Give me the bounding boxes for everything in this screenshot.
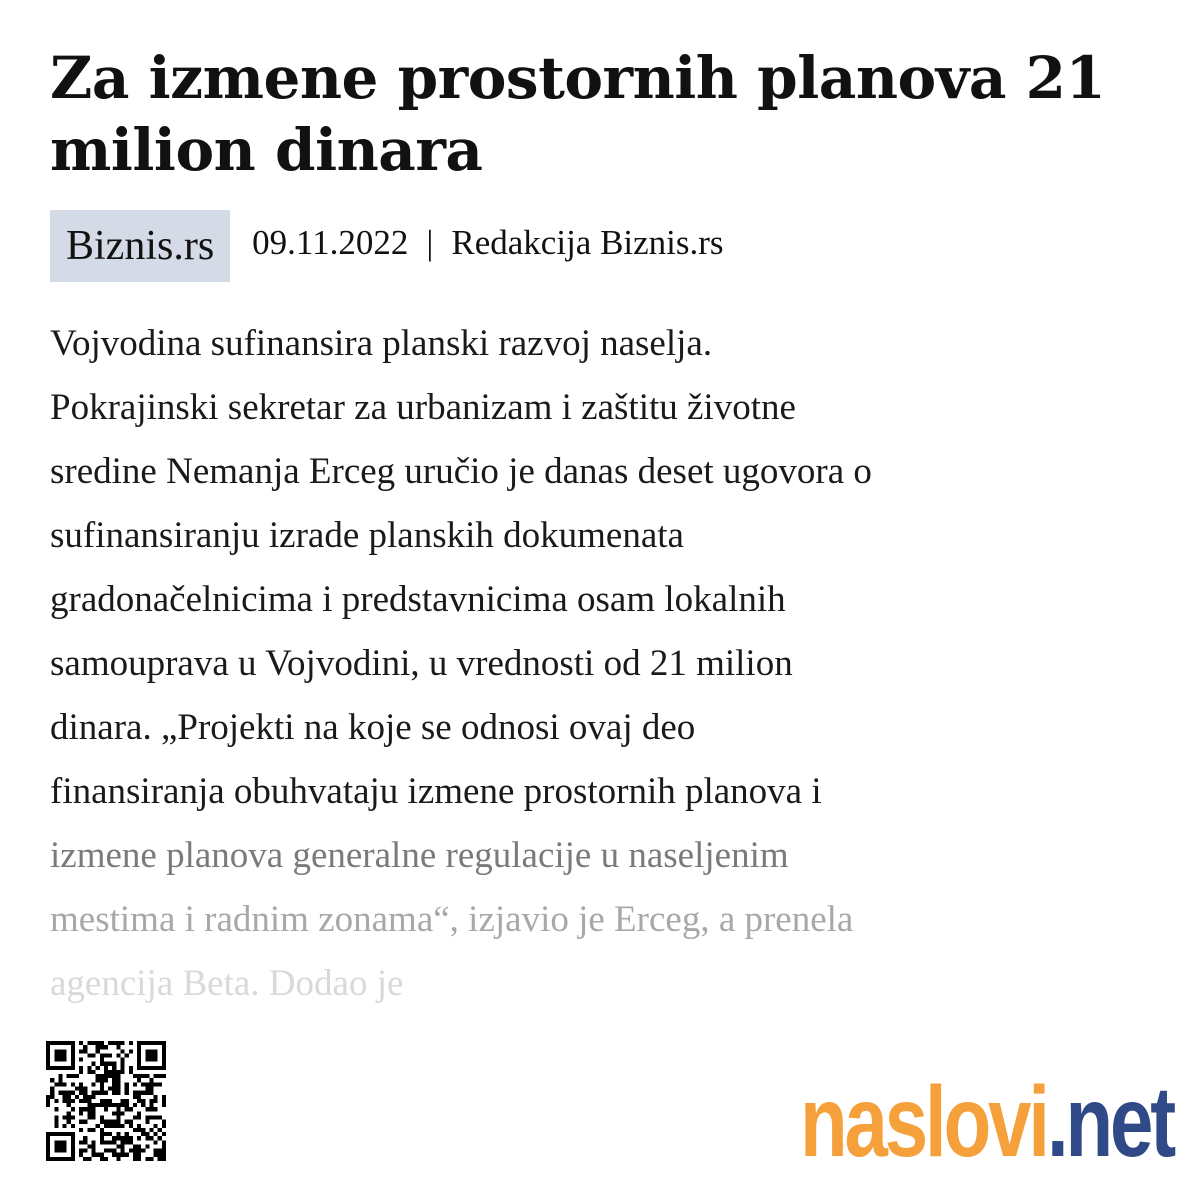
article-meta	[50, 210, 724, 282]
body-line: samouprava u Vojvodini, u vrednosti od 21 milion	[50, 643, 793, 684]
qr-code-icon[interactable]	[46, 1038, 166, 1164]
body-line: finansiranja obuhvataju izmene prostornih planova i	[50, 771, 822, 812]
meta-separator: |	[426, 223, 434, 262]
body-line: sufinansiranju izrade planskih dokumenata	[50, 515, 684, 556]
body-line: Pokrajinski sekretar za urbanizam i zaštitu životne	[50, 387, 796, 428]
naslovi-logo[interactable]	[800, 1052, 1174, 1178]
logo-text-net: .net	[1046, 1066, 1174, 1178]
article-title: Za izmene prostornih planova 21 milion dinara	[50, 44, 1106, 184]
source-name: Biznis.rs	[66, 223, 215, 269]
body-line-faded: agencija Beta. Dodao je	[50, 963, 404, 1004]
body-line-faded: mestima i radnim zonama“, izjavio je Erceg, a prenela	[50, 899, 854, 940]
author: Redakcija Biznis.rs	[451, 223, 724, 262]
body-line: Vojvodina sufinansira planski razvoj naselja.	[50, 323, 713, 364]
meta-info	[252, 223, 723, 269]
body-line: gradonačelnicima i predstavnicima osam lokalnih	[50, 579, 786, 620]
source-badge[interactable]	[50, 210, 230, 282]
logo-text-naslovi: naslovi	[800, 1066, 1047, 1178]
publish-date: 09.11.2022	[252, 223, 409, 262]
article-body	[50, 312, 1160, 1016]
body-line: sredine Nemanja Erceg uručio je danas deset ugovora o	[50, 451, 872, 492]
body-line: dinara. „Projekti na koje se odnosi ovaj deo	[50, 707, 696, 748]
body-line-faded: izmene planova generalne regulacije u naseljenim	[50, 835, 789, 876]
